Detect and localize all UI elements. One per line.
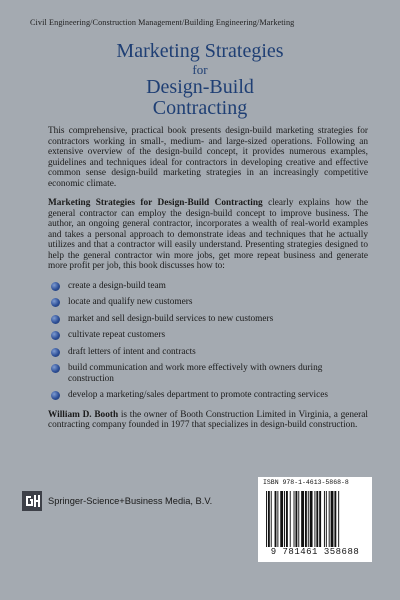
description xyxy=(48,126,368,440)
summary-paragraph xyxy=(48,198,368,272)
barcode xyxy=(258,477,372,562)
author-bio xyxy=(48,410,368,431)
barcode-number: 9 781461 358688 xyxy=(270,547,360,557)
list-item xyxy=(48,297,368,308)
title-line-4: Contracting xyxy=(152,97,248,119)
isbn-label: ISBN 978-1-4613-5868-8 xyxy=(263,479,349,486)
list-item-text: develop a marketing/sales department to promote contracting services xyxy=(68,390,328,400)
author-name: William D. Booth xyxy=(48,409,119,420)
blue-sphere-bullet-icon xyxy=(51,391,60,400)
summary-text: clearly explains how the general contractor can employ the design-build concept to improve business. The author, an ongoing general contractor, incorporates a wealth of real-world examples and takes a personal approach to demonstrate ideas and techniques that he actually utilizes and that a contractor will easily understand. Presenting strategies designed to help the general contractor win more jobs, get more repeat business and generate more profit per job, this book discusses how to: xyxy=(48,198,368,271)
list-item xyxy=(48,347,368,358)
barcode-bars xyxy=(266,491,364,547)
list-item-text: cultivate repeat customers xyxy=(68,330,166,340)
list-item xyxy=(48,330,368,341)
title-line-1: Marketing Strategies xyxy=(116,40,284,62)
book-title xyxy=(0,40,400,119)
list-item xyxy=(48,390,368,401)
list-item xyxy=(48,363,368,384)
publisher-name: Springer-Science+Business Media, B.V. xyxy=(48,496,213,506)
list-item xyxy=(48,281,368,292)
list-item-text: build communication and work more effectively with owners during construction xyxy=(68,363,323,384)
intro-paragraph: This comprehensive, practical book presents design-build marketing strategies for contractors working in small-, medium- and large-sized operations. Following an extensive overview of the design-build concept, it provides numerous examples, guidelines and techniques ideal for contractors in developing creative and effective common sense design-build marketing strategies in an increasingly competitive economic climate. xyxy=(48,126,368,189)
title-line-2: for xyxy=(192,62,208,77)
springer-logo-icon xyxy=(22,491,42,511)
subject-line: Civil Engineering/Construction Management/Building Engineering/Marketing xyxy=(30,18,295,27)
list-item-text: market and sell design-build services to new customers xyxy=(68,313,274,324)
list-item-text: draft letters of intent and contracts xyxy=(68,346,196,357)
list-item-text: create a design-build team xyxy=(68,280,166,291)
blue-sphere-bullet-icon xyxy=(51,315,60,324)
blue-sphere-bullet-icon xyxy=(51,348,60,357)
title-line-3: Design-Build xyxy=(146,76,254,98)
topics-list xyxy=(48,281,368,401)
blue-sphere-bullet-icon xyxy=(51,282,60,291)
blue-sphere-bullet-icon xyxy=(51,331,60,340)
book-title-inline: Marketing Strategies for Design-Build Contracting xyxy=(48,198,263,208)
blue-sphere-bullet-icon xyxy=(51,298,60,307)
list-item xyxy=(48,314,368,325)
author-bio-text: is the owner of Booth Construction Limited in Virginia, a general contracting company founded in 1977 that specializes in design-build construction. xyxy=(48,409,368,430)
blue-sphere-bullet-icon xyxy=(51,364,60,373)
list-item-text: locate and qualify new customers xyxy=(68,297,193,307)
